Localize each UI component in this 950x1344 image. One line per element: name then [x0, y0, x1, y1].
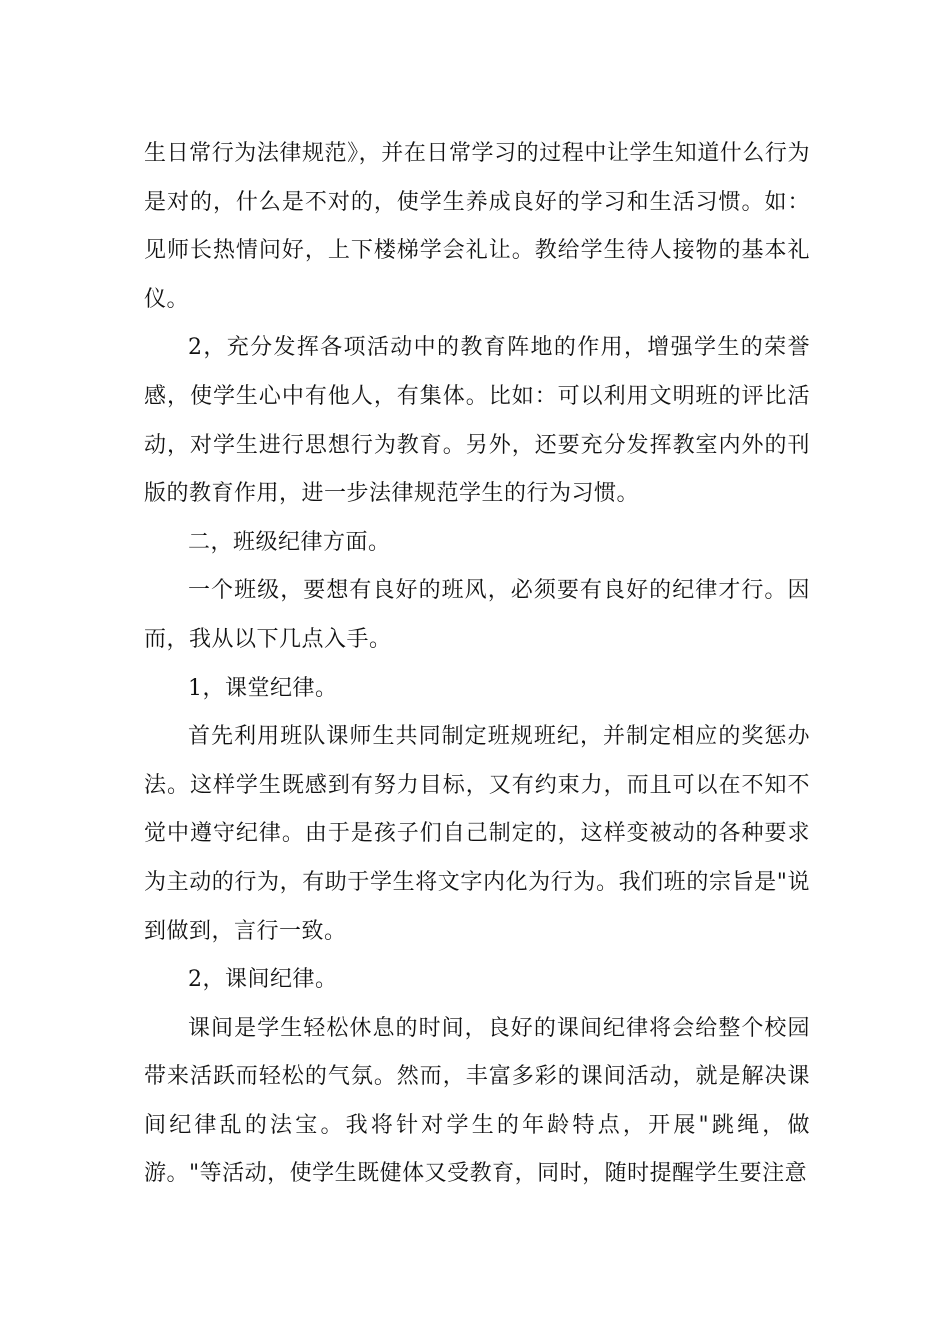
subheading-break-discipline: 2，课间纪律。	[188, 967, 338, 993]
section-heading-discipline: 二，班级纪律方面。	[188, 529, 391, 555]
paragraph-2: 2，充分发挥各项活动中的教育阵地的作用，增强学生的荣誉感，使学生心中有他人，有集体。比如：可以利用文明班的评比活动，对学生进行思想行为教育。另外，还要充分发挥教室内外的刊版的教育作用，进一步法律规范学生的行为习惯。	[144, 335, 810, 507]
paragraph-1: 生日常行为法律规范》，并在日常学习的过程中让学生知道什么行为是对的，什么是不对的，使学生养成良好的学习和生活习惯。如：见师长热情问好，上下楼梯学会礼让。教给学生待人接物的基本礼仪。	[144, 141, 810, 312]
subheading-classroom-discipline: 1，课堂纪律。	[188, 675, 338, 701]
paragraph-3: 一个班级，要想有良好的班风，必须要有良好的纪律才行。因而，我从以下几点入手。	[144, 578, 810, 652]
paragraph-5: 课间是学生轻松休息的时间，良好的课间纪律将会给整个校园带来活跃而轻松的气氛。然而，丰富多彩的课间活动，就是解决课间纪律乱的法宝。我将针对学生的年龄特点，开展"跳绳，做游。"等活动，使学生既健体又受教育，同时，随时提醒学生要注意	[144, 1015, 810, 1187]
paragraph-4: 首先利用班队课师生共同制定班规班纪，并制定相应的奖惩办法。这样学生既感到有努力目标，又有约束力，而且可以在不知不觉中遵守纪律。由于是孩子们自己制定的，这样变被动的各种要求为主动的行为，有助于学生将文字内化为行为。我们班的宗旨是"说到做到，言行一致。	[144, 724, 810, 944]
document-page	[144, 130, 810, 1199]
